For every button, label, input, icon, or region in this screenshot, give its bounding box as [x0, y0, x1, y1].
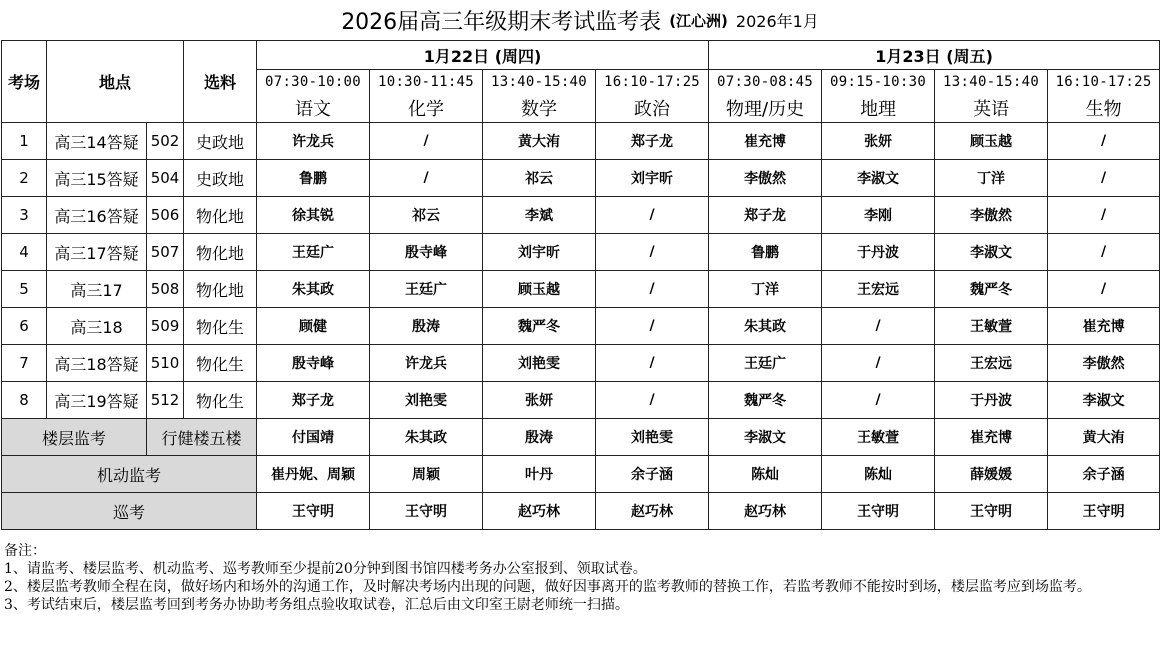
elective-combo: 物化地	[184, 271, 257, 308]
header-day2: 1月23日 (周五)	[709, 41, 1160, 70]
proctor-cell: 刘艳雯	[483, 345, 596, 382]
proctor-cell: 王廷广	[370, 271, 483, 308]
proctor-cell: 王廷广	[257, 234, 370, 271]
proctor-cell: 刘宇昕	[483, 234, 596, 271]
proctor-cell: /	[822, 345, 935, 382]
proctor-cell: /	[370, 160, 483, 197]
proctor-cell: 李刚	[822, 197, 935, 234]
location-name: 高三18答疑	[47, 345, 147, 382]
table-row	[2, 197, 1160, 234]
exam-subject: 化学	[370, 94, 483, 123]
floor-proctor-cell: 刘艳雯	[596, 419, 709, 456]
patrol-label: 巡考	[2, 493, 257, 530]
elective-combo: 物化地	[184, 234, 257, 271]
mobile-proctor-cell: 余子涵	[1048, 456, 1160, 493]
mobile-proctor-cell: 薛媛媛	[935, 456, 1048, 493]
proctor-cell: 黄大洧	[483, 123, 596, 160]
proctor-cell: 殷寺峰	[370, 234, 483, 271]
proctor-table	[1, 40, 1160, 530]
patrol-cell: 王守明	[1048, 493, 1160, 530]
page-title: 2026届高三年级期末考试监考表	[341, 9, 662, 35]
proctor-cell: 祁云	[483, 160, 596, 197]
room-number: 4	[2, 234, 47, 271]
elective-combo: 物化生	[184, 345, 257, 382]
room-number: 6	[2, 308, 47, 345]
exam-subject: 数学	[483, 94, 596, 123]
note-item: 3、考试结束后，楼层监考回到考务办协助考务组点验收取试卷，汇总后由文印室王尉老师统一扫描。	[4, 597, 629, 613]
proctor-cell: 崔充博	[709, 123, 822, 160]
exam-time: 09:15-10:30	[822, 70, 935, 95]
elective-combo: 物化生	[184, 308, 257, 345]
room-number: 2	[2, 160, 47, 197]
proctor-cell: 许龙兵	[370, 345, 483, 382]
proctor-cell: 李傲然	[709, 160, 822, 197]
note-item: 2、楼层监考教师全程在岗，做好场内和场外的沟通工作，及时解决考场内出现的问题，做好因事离开的监考教师的替换工作，若监考教师不能按时到场，楼层监考应到场监考。	[4, 579, 1091, 595]
room-code: 504	[147, 160, 184, 197]
notes-heading: 备注：	[4, 543, 46, 559]
proctor-cell: /	[596, 382, 709, 419]
proctor-cell: 李傲然	[935, 197, 1048, 234]
exam-time: 13:40-15:40	[935, 70, 1048, 95]
proctor-cell: 魏严冬	[483, 308, 596, 345]
proctor-cell: 顾玉越	[935, 123, 1048, 160]
header-day1: 1月22日 (周四)	[257, 41, 709, 70]
location-name: 高三19答疑	[47, 382, 147, 419]
proctor-cell: 魏严冬	[935, 271, 1048, 308]
proctor-cell: 魏严冬	[709, 382, 822, 419]
mobile-proctor-label: 机动监考	[2, 456, 257, 493]
location-name: 高三14答疑	[47, 123, 147, 160]
floor-building: 行健楼五楼	[147, 419, 257, 456]
proctor-cell: 殷寺峰	[257, 345, 370, 382]
floor-proctor-cell: 崔充博	[935, 419, 1048, 456]
proctor-cell: 于丹波	[822, 234, 935, 271]
room-number: 5	[2, 271, 47, 308]
room-number: 7	[2, 345, 47, 382]
proctor-cell: /	[596, 197, 709, 234]
proctor-cell: /	[822, 308, 935, 345]
proctor-cell: /	[1048, 160, 1160, 197]
proctor-cell: 张妍	[822, 123, 935, 160]
exam-time: 07:30-08:45	[709, 70, 822, 95]
note-item: 1、请监考、楼层监考、机动监考、巡考教师至少提前20分钟到图书馆四楼考务办公室报到、领取试卷。	[4, 561, 647, 577]
elective-combo: 物化地	[184, 197, 257, 234]
patrol-cell: 赵巧林	[596, 493, 709, 530]
proctor-cell: 许龙兵	[257, 123, 370, 160]
proctor-cell: 丁洋	[709, 271, 822, 308]
header-room: 考场	[2, 41, 47, 123]
proctor-cell: 崔充博	[1048, 308, 1160, 345]
proctor-cell: 丁洋	[935, 160, 1048, 197]
proctor-cell: /	[1048, 123, 1160, 160]
exam-time: 07:30-10:00	[257, 70, 370, 95]
proctor-cell: 李淑文	[935, 234, 1048, 271]
floor-proctor-cell: 黄大洧	[1048, 419, 1160, 456]
proctor-cell: 郑子龙	[596, 123, 709, 160]
exam-subject: 地理	[822, 94, 935, 123]
proctor-cell: /	[1048, 234, 1160, 271]
proctor-cell: /	[596, 345, 709, 382]
proctor-cell: /	[596, 308, 709, 345]
room-code: 508	[147, 271, 184, 308]
table-row	[2, 160, 1160, 197]
proctor-cell: /	[370, 123, 483, 160]
elective-combo: 史政地	[184, 160, 257, 197]
elective-combo: 物化生	[184, 382, 257, 419]
mobile-proctor-cell: 余子涵	[596, 456, 709, 493]
proctor-cell: 朱其政	[257, 271, 370, 308]
location-name: 高三18	[47, 308, 147, 345]
room-code: 507	[147, 234, 184, 271]
proctor-cell: 李傲然	[1048, 345, 1160, 382]
proctor-cell: 张妍	[483, 382, 596, 419]
patrol-cell: 王守明	[257, 493, 370, 530]
proctor-cell: 王敏萱	[935, 308, 1048, 345]
mobile-proctor-cell: 周颖	[370, 456, 483, 493]
exam-time: 10:30-11:45	[370, 70, 483, 95]
floor-proctor-cell: 朱其政	[370, 419, 483, 456]
table-row	[2, 234, 1160, 271]
proctor-cell: 李斌	[483, 197, 596, 234]
title-date: 2026年1月	[735, 11, 819, 31]
exam-subject: 英语	[935, 94, 1048, 123]
mobile-proctor-cell: 陈灿	[709, 456, 822, 493]
location-name: 高三17	[47, 271, 147, 308]
proctor-cell: 王宏远	[935, 345, 1048, 382]
table-row	[2, 308, 1160, 345]
proctor-cell: /	[596, 234, 709, 271]
proctor-cell: 李淑文	[1048, 382, 1160, 419]
table-row	[2, 271, 1160, 308]
proctor-cell: 刘宇昕	[596, 160, 709, 197]
proctor-cell: 祁云	[370, 197, 483, 234]
mobile-proctor-cell: 叶丹	[483, 456, 596, 493]
floor-proctor-cell: 殷涛	[483, 419, 596, 456]
title-bar	[0, 0, 1160, 40]
room-number: 1	[2, 123, 47, 160]
exam-subject: 生物	[1048, 94, 1160, 123]
proctor-cell: 王廷广	[709, 345, 822, 382]
table-row	[2, 345, 1160, 382]
proctor-cell: 郑子龙	[257, 382, 370, 419]
exam-subject: 物理/历史	[709, 94, 822, 123]
proctor-cell: 徐其锐	[257, 197, 370, 234]
exam-subject: 语文	[257, 94, 370, 123]
table-row	[2, 123, 1160, 160]
patrol-cell: 赵巧林	[483, 493, 596, 530]
elective-combo: 史政地	[184, 123, 257, 160]
exam-subject: 政治	[596, 94, 709, 123]
proctor-cell: 顾健	[257, 308, 370, 345]
location-name: 高三16答疑	[47, 197, 147, 234]
room-code: 512	[147, 382, 184, 419]
proctor-cell: 李淑文	[822, 160, 935, 197]
proctor-cell: 顾玉越	[483, 271, 596, 308]
campus-label: (江心洲)	[669, 11, 728, 30]
proctor-cell: 王宏远	[822, 271, 935, 308]
exam-time: 13:40-15:40	[483, 70, 596, 95]
notes	[4, 542, 1154, 614]
proctor-cell: 刘艳雯	[370, 382, 483, 419]
proctor-cell: /	[1048, 271, 1160, 308]
proctor-cell: /	[1048, 197, 1160, 234]
exam-time: 16:10-17:25	[1048, 70, 1160, 95]
room-code: 509	[147, 308, 184, 345]
mobile-proctor-cell: 陈灿	[822, 456, 935, 493]
proctor-cell: 鲁鹏	[709, 234, 822, 271]
room-code: 510	[147, 345, 184, 382]
floor-proctor-label: 楼层监考	[2, 419, 147, 456]
proctor-cell: 殷涛	[370, 308, 483, 345]
proctor-cell: /	[596, 271, 709, 308]
room-number: 8	[2, 382, 47, 419]
header-location: 地点	[47, 41, 184, 123]
floor-proctor-cell: 付国靖	[257, 419, 370, 456]
exam-time: 16:10-17:25	[596, 70, 709, 95]
proctor-cell: /	[822, 382, 935, 419]
patrol-cell: 赵巧林	[709, 493, 822, 530]
patrol-cell: 王守明	[822, 493, 935, 530]
patrol-cell: 王守明	[370, 493, 483, 530]
header-elective: 选料	[184, 41, 257, 123]
floor-proctor-cell: 王敏萱	[822, 419, 935, 456]
mobile-proctor-cell: 崔丹妮、周颖	[257, 456, 370, 493]
proctor-cell: 于丹波	[935, 382, 1048, 419]
proctor-cell: 鲁鹏	[257, 160, 370, 197]
proctor-cell: 朱其政	[709, 308, 822, 345]
floor-proctor-cell: 李淑文	[709, 419, 822, 456]
room-code: 502	[147, 123, 184, 160]
patrol-cell: 王守明	[935, 493, 1048, 530]
proctor-cell: 郑子龙	[709, 197, 822, 234]
location-name: 高三15答疑	[47, 160, 147, 197]
table-row	[2, 382, 1160, 419]
room-number: 3	[2, 197, 47, 234]
location-name: 高三17答疑	[47, 234, 147, 271]
room-code: 506	[147, 197, 184, 234]
